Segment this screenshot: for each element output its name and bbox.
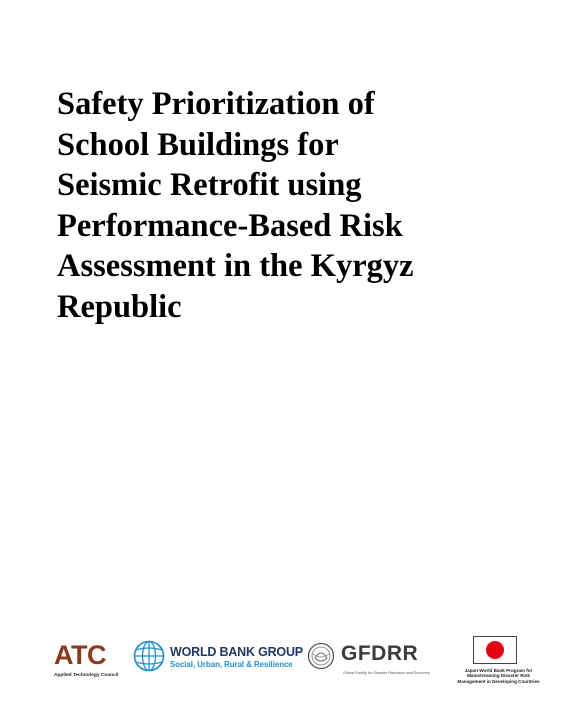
partner-logos — [0, 630, 584, 690]
document-title: Safety Prioritization of School Buildings for Seismic Retrofit using Performance-Based Risk Assessment in the Kyrgyz Republic — [57, 86, 414, 325]
world-bank-logo — [133, 640, 303, 676]
atc-mark-tc: TC — [71, 640, 106, 670]
atc-mark-a: A — [54, 640, 71, 670]
japan-flag-icon — [473, 636, 517, 664]
gfdrr-emblem-icon — [307, 642, 335, 670]
japan-flag-sun — [486, 641, 504, 659]
world-bank-subtitle: Social, Urban, Rural & Resilience — [170, 660, 293, 669]
globe-icon — [133, 640, 165, 672]
gfdrr-name: GFDRR — [341, 642, 419, 665]
japan-program-caption: Japan-World Bank Program for Mainstreaming Disaster Risk Management in Developing Countries — [457, 668, 540, 684]
world-bank-name: WORLD BANK GROUP — [170, 645, 303, 659]
atc-mark — [54, 642, 124, 669]
atc-logo — [54, 642, 124, 682]
gfdrr-caption: Global Facility for Disaster Reduction and Recovery — [343, 671, 430, 675]
atc-caption: Applied Technology Council — [54, 673, 119, 678]
gfdrr-logo — [307, 640, 437, 680]
japan-program-logo — [456, 636, 541, 688]
